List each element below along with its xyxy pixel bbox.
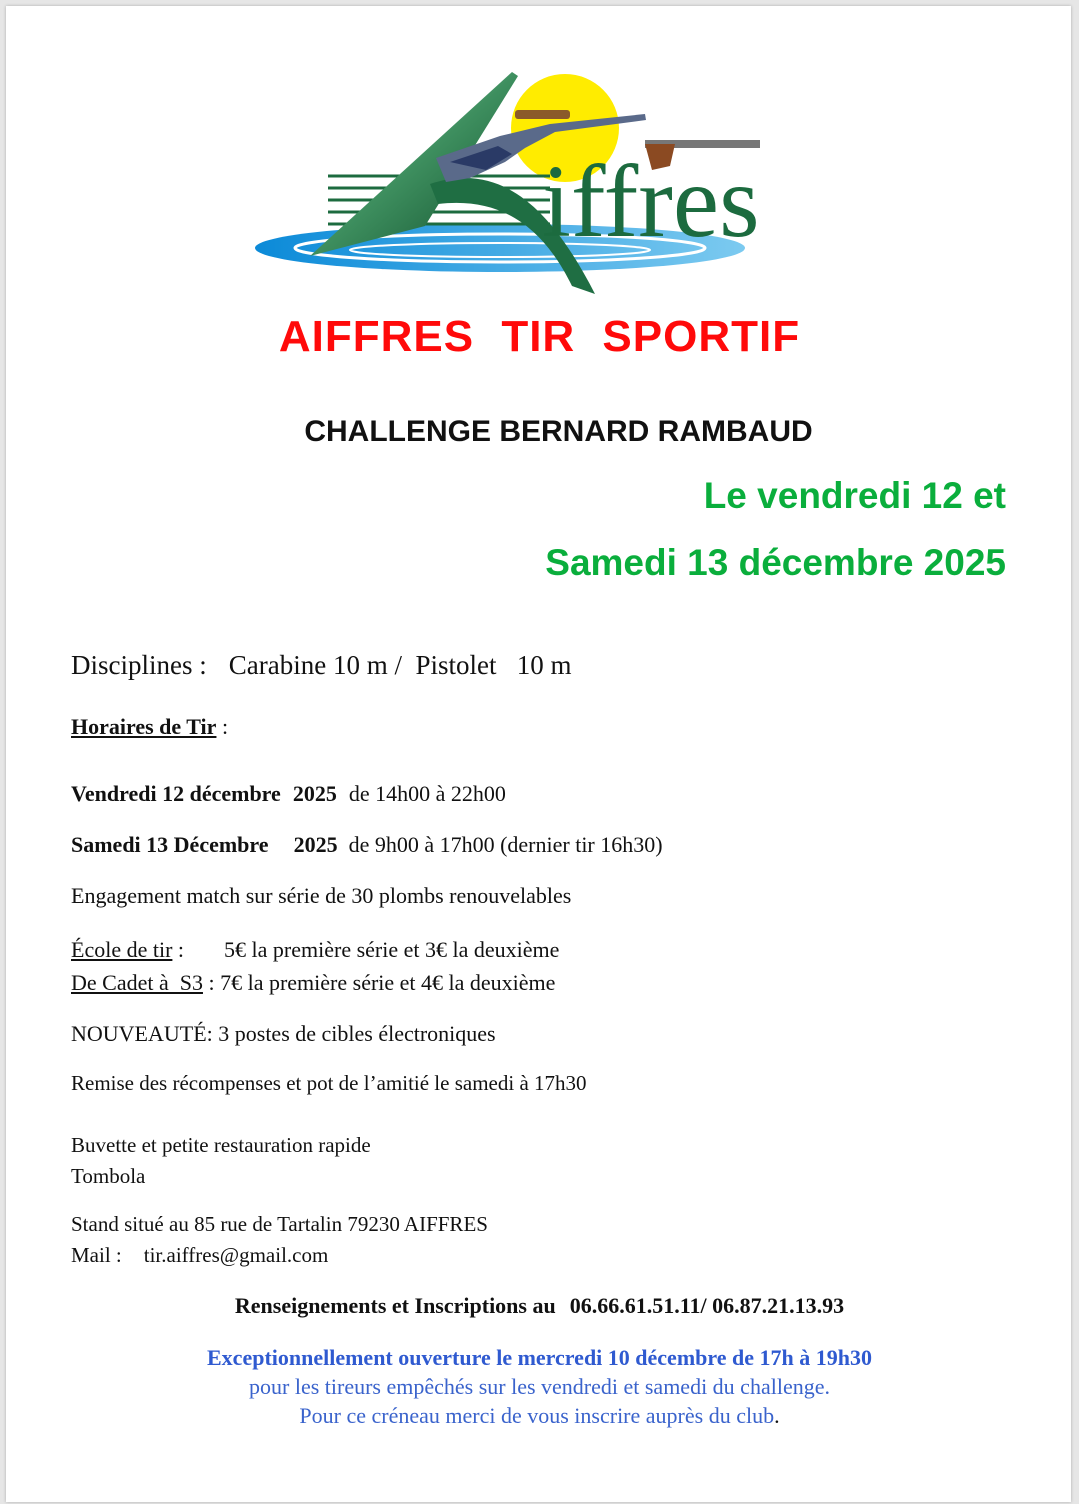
date-line-1: Le vendredi 12 et (703, 475, 1006, 516)
friday-day: Vendredi 12 décembre (71, 781, 281, 806)
ecole-label: École de tir (71, 937, 173, 962)
disciplines-row (71, 650, 571, 681)
disciplines-label: Disciplines : (71, 650, 207, 680)
nouveaute-text: NOUVEAUTÉ: 3 postes de cibles électroniques (71, 1021, 496, 1046)
mail-label: Mail : (71, 1243, 122, 1267)
tombola-text: Tombola (71, 1164, 146, 1188)
exceptional-line-3-end: . (774, 1403, 780, 1428)
saturday-day: Samedi 13 Décembre (71, 832, 269, 857)
cadet-price: : 7€ la première série et 4€ la deuxième (208, 970, 556, 995)
saturday-hours: de 9h00 à 17h00 (dernier tir 16h30) (348, 832, 663, 857)
exceptional-opening: Exceptionnellement ouverture le mercredi 10 décembre de 17h à 19h30 (207, 1345, 872, 1370)
disciplines-value: Carabine 10 m / Pistolet 10 m (228, 650, 572, 680)
buvette-text: Buvette et petite restauration rapide (71, 1133, 371, 1157)
saturday-year: 2025 (293, 832, 338, 857)
exceptional-line-3 (0, 1403, 1079, 1429)
renseignements-row (0, 1293, 1079, 1319)
mail-link[interactable]: tir.aiffres@gmail.com (143, 1243, 329, 1267)
horaires-colon: : (221, 714, 229, 739)
logo-graphic (250, 66, 880, 302)
stand-address: Stand situé au 85 rue de Tartalin 79230 AIFFRES (71, 1212, 488, 1236)
cadet-row (71, 970, 555, 996)
ecole-colon: : (177, 937, 185, 962)
aiffres-logo (250, 66, 880, 302)
logo-text: iffres (542, 144, 760, 259)
phone-numbers: 06.66.61.51.11/ 06.87.21.13.93 (569, 1293, 845, 1318)
ecole-price: 5€ la première série et 3€ la deuxième (224, 937, 560, 962)
horaires-label: Horaires de Tir (71, 714, 217, 739)
saturday-schedule (71, 832, 663, 858)
cadet-label: De Cadet à S3 (71, 970, 203, 995)
ecole-row (71, 937, 559, 963)
friday-schedule (71, 781, 506, 807)
engagement-text: Engagement match sur série de 30 plombs renouvelables (71, 883, 572, 908)
remise-text: Remise des récompenses et pot de l’amitié le samedi à 17h30 (71, 1071, 587, 1095)
challenge-title: CHALLENGE BERNARD RAMBAUD (304, 415, 813, 448)
mail-row (71, 1243, 328, 1268)
friday-year: 2025 (292, 781, 337, 806)
horaires-heading (71, 714, 228, 740)
exceptional-line-2: pour les tireurs empêchés sur les vendredi et samedi du challenge. (249, 1374, 830, 1399)
club-title: AIFFRES TIR SPORTIF (278, 312, 801, 361)
friday-hours: de 14h00 à 22h00 (348, 781, 506, 806)
date-line-2: Samedi 13 décembre 2025 (545, 542, 1006, 583)
renseignements-label: Renseignements et Inscriptions au (234, 1293, 556, 1318)
exceptional-line-3-text: Pour ce créneau merci de vous inscrire auprès du club (299, 1403, 775, 1428)
